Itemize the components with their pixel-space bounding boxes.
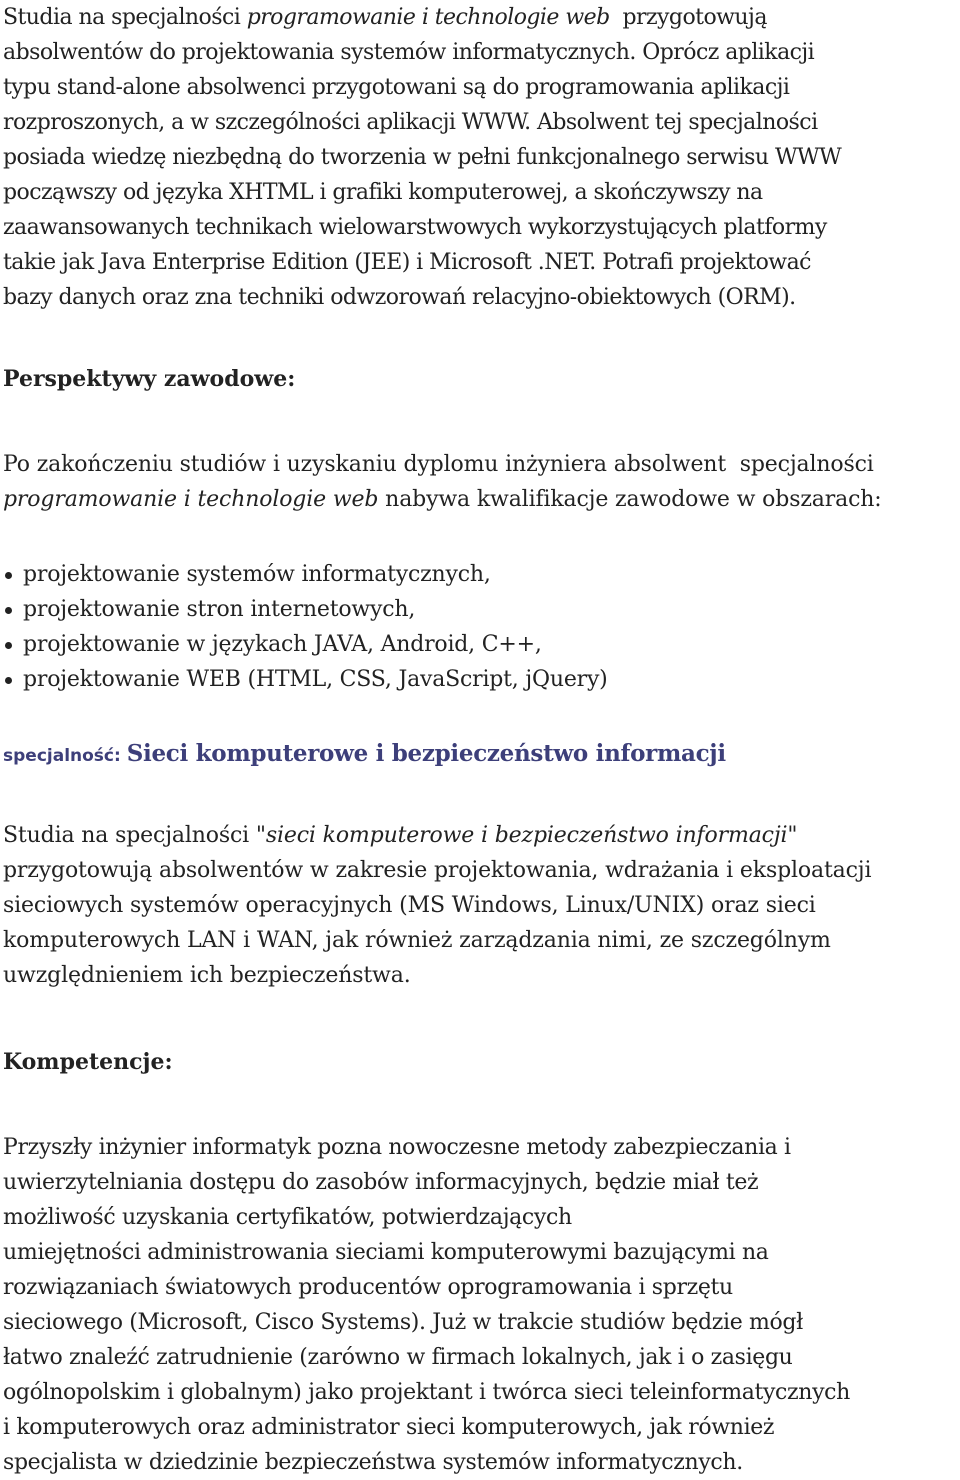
text-line: komputerowych LAN i WAN, jak również zarządzania nimi, ze szczególnym [3, 928, 831, 953]
text-line: absolwentów do projektowania systemów informatycznych. Oprócz aplikacji [3, 40, 815, 65]
text-line: specjalista w dziedzinie bezpieczeństwa systemów informatycznych. [3, 1450, 743, 1475]
text-line: począwszy od języka XHTML i grafiki komputerowej, a skończywszy na [3, 180, 763, 205]
text-line: posiada wiedzę niezbędną do tworzenia w pełni funkcjonalnego serwisu WWW [3, 145, 842, 170]
text-line: uwzględnieniem ich bezpieczeństwa. [3, 963, 411, 988]
text-line: programowanie i technologie web nabywa kwalifikacje zawodowe w obszarach: [3, 487, 882, 512]
network-paragraph [3, 818, 957, 993]
specialization-prefix: specjalność: [3, 746, 127, 766]
text-line: takie jak Java Enterprise Edition (JEE) i Microsoft .NET. Potrafi projektować [3, 250, 811, 275]
intro-paragraph [3, 0, 957, 315]
text-line: umiejętności administrowania sieciami komputerowymi bazującymi na [3, 1240, 769, 1265]
text-line: Przyszły inżynier informatyk pozna nowoczesne metody zabezpieczania i [3, 1135, 791, 1160]
specialization-title: Sieci komputerowe i bezpieczeństwo informacji [126, 740, 726, 767]
competence-paragraph [3, 1130, 957, 1480]
specialization-heading [3, 735, 726, 774]
text-line: przygotowują absolwentów w zakresie projektowania, wdrażania i eksploatacji [3, 858, 872, 883]
career-list [3, 557, 608, 697]
text-line: sieciowego (Microsoft, Cisco Systems). Już w trakcie studiów będzie mógł [3, 1310, 803, 1335]
career-paragraph [3, 447, 957, 517]
text-line: łatwo znaleźć zatrudnienie (zarówno w firmach lokalnych, jak i o zasięgu [3, 1345, 793, 1370]
text-line: bazy danych oraz zna techniki odwzorowań relacyjno-obiektowych (ORM). [3, 285, 796, 310]
emphasis: programowanie i technologie web [246, 5, 610, 30]
text-line: uwierzytelniania dostępu do zasobów informacyjnych, będzie miał też [3, 1170, 759, 1195]
text-line: sieciowych systemów operacyjnych (MS Windows, Linux/UNIX) oraz sieci [3, 893, 816, 918]
text-line: ogólnopolskim i globalnym) jako projektant i twórca sieci teleinformatycznych [3, 1380, 850, 1405]
text-line: Studia na specjalności "sieci komputerowe i bezpieczeństwo informacji" [3, 823, 798, 848]
text-line: Po zakończeniu studiów i uzyskaniu dyplomu inżyniera absolwent specjalności [3, 452, 874, 477]
list-item: projektowanie systemów informatycznych, [3, 557, 608, 592]
emphasis: programowanie i technologie web [3, 487, 379, 512]
text-line: typu stand-alone absolwenci przygotowani są do programowania aplikacji [3, 75, 790, 100]
text-line: i komputerowych oraz administrator sieci komputerowych, jak również [3, 1415, 775, 1440]
text-line: rozproszonych, a w szczególności aplikacji WWW. Absolwent tej specjalności [3, 110, 818, 135]
text-line: rozwiązaniach światowych producentów oprogramowania i sprzętu [3, 1275, 733, 1300]
list-item: projektowanie stron internetowych, [3, 592, 608, 627]
emphasis: sieci komputerowe i bezpieczeństwo informacji [265, 823, 788, 848]
career-heading: Perspektywy zawodowe: [3, 366, 296, 392]
text-line: możliwość uzyskania certyfikatów, potwierdzających [3, 1205, 572, 1230]
competence-heading: Kompetencje: [3, 1049, 173, 1075]
text-line: Studia na specjalności programowanie i technologie web przygotowują [3, 5, 767, 30]
list-item: projektowanie WEB (HTML, CSS, JavaScript, jQuery) [3, 662, 608, 697]
text-line: zaawansowanych technikach wielowarstwowych wykorzystujących platformy [3, 215, 827, 240]
list-item: projektowanie w językach JAVA, Android, C++, [3, 627, 608, 662]
